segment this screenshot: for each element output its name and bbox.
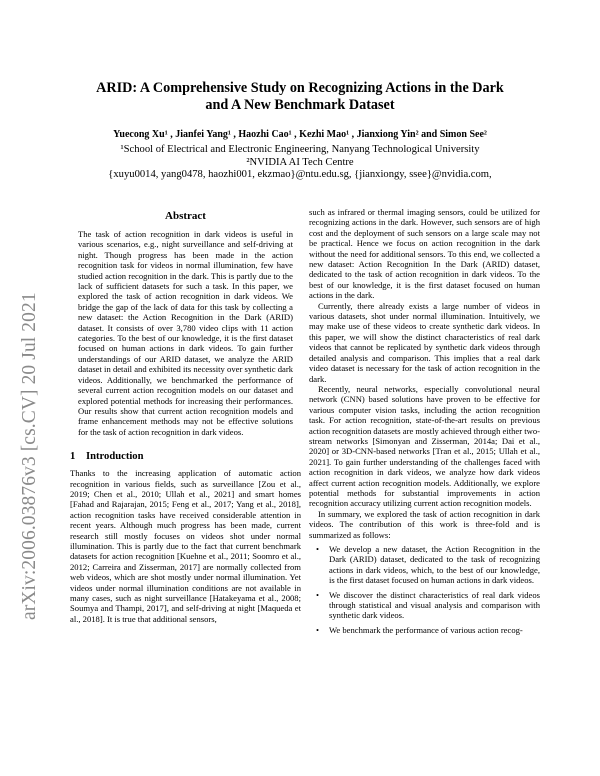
section-number: 1 [70,451,76,463]
title-line-2: and A New Benchmark Dataset [205,97,395,113]
list-item-text: We develop a new dataset, the Action Recognition in the Dark (ARID) dataset, dedicated to the task of recognizing actions in dark videos, which, to the best of our knowledge, is the first dataset focused on human actions in dark videos. [329,544,540,586]
paper-title [60,80,540,114]
affiliation-1: ¹School of Electrical and Electronic Engineering, Nanyang Technological University [120,144,480,155]
bullet-icon: • [316,589,320,600]
list-item [309,544,540,586]
arxiv-stamp [6,190,40,620]
section-heading-introduction [70,451,301,462]
contribution-list [309,544,540,635]
author-list: Yuecong Xu¹ , Jianfei Yang¹ , Haozhi Cao¹ , Kezhi Mao¹ , Jianxiong Yin² and Simon See² [113,129,487,140]
abstract-heading: Abstract [165,210,206,222]
section-title: Introduction [86,451,144,463]
author-emails: {xuyu0014, yang0478, haozhi001, ekzmao}@ntu.edu.sg, {jianxiongy, ssee}@nvidia.com, [108,169,492,180]
title-line-1: ARID: A Comprehensive Study on Recognizing Actions in the Dark [96,80,504,96]
right-column [309,207,540,635]
intro-paragraph-1: Thanks to the increasing application of automatic action recognition in various fields, such as surveillance [Zou et al., 2019; Chen et al., 2010; Ullah et al., 2021] and smart homes [Fahad and Rajarajan, 2015; Feng et al., 2017; Yang et al., 2018], action recognition tasks have received considerable attention in recent years. Although much progress has been made, current research still mostly focuses on videos shot under normal illumination. This is partly due to the fact that current benchmark datasets for action recognition [Kuehne et al., 2011; Soomro et al., 2012; Carreira and Zisserman, 2017] are normally collected from web videos, which are shot mostly under normal illumination. Yet videos under normal illumination conditions are not available in many cases, such as night surveillance [Hatakeyama et al., 2008; Soumya and Thampi, 2017], and self-driving at night [Maqueda et al., 2018]. It is true that additional sensors, [70,468,301,624]
affiliation-2: ²NVIDIA AI Tech Centre [246,156,354,168]
paper-header [60,80,540,182]
intro-paragraph-5: In summary, we explored the task of action recognition in dark videos. The contribution of this work is three-fold and is summarized as follows: [309,508,540,540]
list-item-text: We discover the distinct characteristics of real dark videos through statistical and visual analysis and comparison with synthetic dark videos. [329,589,540,621]
intro-paragraph-2: such as infrared or thermal imaging sensors, could be utilized for recognizing actions in the dark. However, such sensors are of high cost and the deployment of such sensors on a large scale may not be practical. Hence we focus on action recognition in the dark without the need for additional sensors. To this end, we collected a new dataset: Action Recognition In the Dark (ARID) dataset, dedicated to the task of action recognition in dark videos. To the best of our knowledge, it is the first dataset focused on human actions in the dark. [309,207,540,301]
abstract-text: The task of action recognition in dark videos is useful in various scenarios, e.g., night surveillance and self-driving at night. Though progress has been made in the action recognition task for videos in normal illumination, few have studied action recognition in the dark. This is partly due to the lack of sufficient datasets for such a task. In this paper, we explored the task of action recognition in dark videos. We bridge the gap of the lack of data for this task by collecting a new dataset: the Action Recognition in the Dark (ARID) dataset. It consists of over 3,780 video clips with 11 action categories. To the best of our knowledge, it is the first dataset focused on human actions in dark videos. To gain further understandings of our ARID dataset, we analyze the ARID dataset in detail and exhibited its necessity over synthetic dark videos. Additionally, we benchmarked the performance of several current action recognition models on our dataset and explored potential methods for increasing their performances. Our results show that current action recognition models and frame enhancement methods may not be effective solutions for the task of action recognition in dark videos. [78,229,293,437]
intro-paragraph-4: Recently, neural networks, especially convolutional neural network (CNN) based solutions have proven to be effective for various computer vision tasks, including the action recognition task. For action recognition, state-of-the-art results on previous action recognition datasets are mostly achieved through either two-stream networks [Simonyan and Zisserman, 2014a; Dai et al., 2020] or 3D-CNN-based networks [Tran et al., 2015; Ullah et al., 2021]. To gain further understanding of the challenges faced with action recognition in dark videos, we analyze how dark videos affect current action recognition models. Additionally, we explore potential methods for substantial improvements in action recognition accuracy utilizing current action recognition models. [309,383,540,509]
list-item [309,625,540,635]
left-column [70,210,301,624]
list-item-text: We benchmark the performance of various action recog- [329,624,523,635]
bullet-icon: • [316,624,320,635]
list-item [309,590,540,621]
intro-paragraph-3: Currently, there already exists a large number of videos in various datasets, shot under normal illumination. Intuitively, we may make use of these videos to create synthetic dark videos. In this paper, we will show the distinct characteristics of real dark videos that cannot be replicated by synthetic dark videos through detailed analysis and comparison. This implies that a real dark video dataset is necessary for the task of action recognition in the dark. [309,300,540,384]
bullet-icon: • [316,544,320,554]
arxiv-stamp-text: arXiv:2006.03876v3 [cs.CV] 20 Jul 2021 [19,292,40,620]
